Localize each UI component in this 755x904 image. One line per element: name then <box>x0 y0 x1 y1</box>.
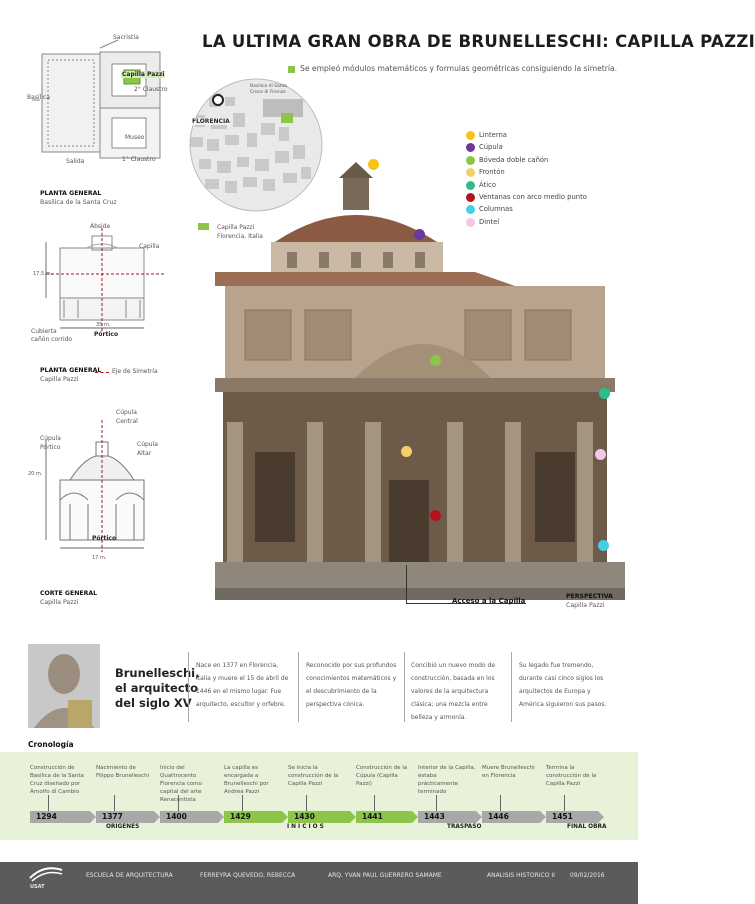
legend-label: Bóveda doble cañón <box>479 155 549 164</box>
bio-text-3: Concibió un nuevo modo de construcción, basada en los valores de la arquitectura clásica; una mezcla entre belleza y armonía. <box>411 662 496 721</box>
footer-student: FERREYRA QUEVEDO, REBECCA <box>200 872 296 879</box>
timeline-year: 1294 <box>36 812 57 821</box>
timeline-tick <box>374 795 375 811</box>
map-legend-sub: Florencia, Italia <box>217 233 263 240</box>
label-cupula-portico: Cúpula Pórtico <box>40 435 61 451</box>
label-segundo-claustro: 2° Claustro <box>134 86 168 93</box>
section-dim-horizontal: 17 m. <box>92 555 107 561</box>
timeline-year: 1429 <box>230 812 251 821</box>
legend-label: Cúpula <box>479 143 503 152</box>
chapel-perspective-drawing <box>215 160 625 600</box>
legend-label: Ventanas con arco medio punto <box>479 193 587 201</box>
dim-horizontal: 35 m. <box>96 322 111 328</box>
plan1-caption-sub: Basílica de la Santa Cruz <box>40 199 117 206</box>
bio-divider-3 <box>404 652 405 722</box>
timeline-tick <box>306 795 307 811</box>
label-sacristia: Sacristía <box>113 34 139 41</box>
bio-text-4: Su legado fue tremendo, durante casi cinco siglos los arquitectos de Europa y América siguieron sus pasos. <box>519 662 607 708</box>
legend-label: Linterna <box>479 131 507 139</box>
timeline-year: 1377 <box>102 812 123 821</box>
timeline-tick <box>564 795 565 811</box>
legend-label: Dintel <box>479 217 500 226</box>
bio-heading-line-2: el arquitecto <box>115 681 199 695</box>
entrance-leader-line <box>406 565 407 603</box>
plan2-caption-title: PLANTA GENERAL <box>40 367 102 374</box>
dim-vertical: 17,5 m. <box>33 271 53 277</box>
photo-caption-sub: Capilla Pazzi <box>566 602 605 609</box>
symmetry-line-icon <box>95 372 109 373</box>
bio-heading-line-3: del siglo XV <box>115 696 192 710</box>
map-legend-swatch <box>198 223 209 230</box>
timeline-event-text: Inicio del Quattrocento Florencia como capital del arte Renacentista <box>160 765 202 803</box>
label-cupula-central: Cúpula Central <box>116 409 138 425</box>
plan2-caption-sub: Capilla Pazzi <box>40 376 79 383</box>
bio-divider-2 <box>298 652 299 722</box>
portrait-image <box>28 644 100 728</box>
label-basilica: Basílica <box>27 94 50 101</box>
plan1-caption-title: PLANTA GENERAL <box>40 190 102 197</box>
timeline-event-text: Interior de la Capilla, estaba prácticamente terminado <box>418 765 476 795</box>
pin-boveda <box>430 355 441 366</box>
timeline-year: 1441 <box>362 812 383 821</box>
map-legend-title: Capilla Pazzi <box>217 224 255 231</box>
timeline-event-text: Construcción de la Cúpula (Capilla Pazzi) <box>356 765 408 787</box>
legend-dot <box>466 143 475 152</box>
usat-logo-icon <box>28 864 64 886</box>
pin-columnas <box>598 540 609 551</box>
timeline-tick <box>178 795 179 811</box>
legend-label: Ático <box>479 180 496 189</box>
phase-traspaso: TRASPASO <box>447 824 482 830</box>
label-cupula-altar: Cúpula Altar <box>137 441 158 457</box>
pin-cupula <box>414 229 425 240</box>
pin-fronton <box>401 446 412 457</box>
label-canon-corrido: cañón corrido <box>31 336 73 343</box>
pin-atico <box>599 388 610 399</box>
section-label-portico: Pórtico <box>92 535 117 542</box>
footer-logo-text: USAT <box>30 884 45 890</box>
bio-text-1: Nace en 1377 en Florencia, Italia y muere el 15 de abril de 1446 en el mismo lugar. Fue arquitecto, escultor y orfebre. <box>196 662 289 708</box>
timeline-tick <box>436 795 437 811</box>
phase-final: FINAL OBRA <box>567 824 607 830</box>
footer-bar <box>0 862 638 904</box>
timeline-event-text: La capilla es encargada a Brunelleschi por Andrea Pazzi <box>224 765 269 795</box>
timeline-year: 1443 <box>424 812 445 821</box>
page-subtitle: Se empleó módulos matemáticos y formulas geométricas consiguiendo la simetría. <box>300 64 618 73</box>
timeline-year: 1430 <box>294 812 315 821</box>
label-primer-claustro: 1° Claustro <box>122 156 156 163</box>
bio-text-2: Reconocido por sus profundos conocimientos matemáticos y el descubrimiento de la perspectiva cónica. <box>306 662 397 708</box>
footer-course: ANALISIS HISTORICO II <box>487 872 555 879</box>
timeline-event-text: Nacimiento de Filippo Brunelleschi <box>96 765 150 779</box>
timeline-event-text: Termina la construcción de la Capilla Pazzi <box>546 765 597 787</box>
timeline-tick <box>242 795 243 811</box>
label-cubierta: Cubierta <box>31 328 57 335</box>
timeline-year: 1451 <box>552 812 573 821</box>
footer-school: ESCUELA DE ARQUITECTURA <box>86 872 173 879</box>
pin-ventanas <box>430 510 441 521</box>
label-symmetry: Eje de Simetría <box>112 368 158 375</box>
footer-date: 09/02/2016 <box>570 872 605 879</box>
bio-heading-line-1: Brunelleschi, <box>115 666 200 680</box>
pin-linterna <box>368 159 379 170</box>
timeline-event-text: Se inicia la construcción de la Capilla Pazzi <box>288 765 339 787</box>
timeline-event-text: Muere Brunelleschi en Florencia <box>482 765 535 779</box>
map-city-label: FLORENCIA <box>192 118 230 125</box>
entrance-label: Acceso a la Capilla <box>452 597 526 605</box>
timeline-title: Cronología <box>28 740 74 749</box>
section-caption-title: CORTE GENERAL <box>40 590 98 597</box>
bio-divider-1 <box>188 652 189 722</box>
label-capilla: Capilla <box>139 243 160 250</box>
footer-teacher: ARQ. YVAN PAUL GUERRERO SAMAME <box>328 872 442 879</box>
bullet-square <box>288 66 295 73</box>
phase-inicios: I N I C I O S <box>287 824 324 830</box>
page-title: LA ULTIMA GRAN OBRA DE BRUNELLESCHI: CAPILLA PAZZI <box>202 32 755 51</box>
legend-label: Columnas <box>479 205 513 214</box>
photo-caption-title: PERSPECTIVA <box>566 593 613 600</box>
section-caption-sub: Capilla Pazzi <box>40 599 79 606</box>
timeline-tick <box>114 795 115 811</box>
timeline-year: 1400 <box>166 812 187 821</box>
timeline-year: 1446 <box>488 812 509 821</box>
timeline-tick <box>48 795 49 811</box>
label-salida: Salida <box>66 158 85 165</box>
map-basilica-label: Basilica di Santa Croce di Firenze <box>250 84 288 95</box>
brunelleschi-portrait <box>28 644 100 728</box>
label-capilla-pazzi: Capilla Pazzi <box>122 71 165 78</box>
bio-divider-4 <box>511 652 512 722</box>
label-portico: Pórtico <box>94 331 119 338</box>
basilica-plan-drawing <box>28 30 188 190</box>
pin-dintel <box>595 449 606 460</box>
timeline-event-text: Construcción de Basílica de la Santa Cruz diseñado por Arnolfo di Cambio <box>30 765 84 795</box>
timeline-tick <box>500 795 501 811</box>
label-abside: Ábside <box>90 223 111 230</box>
label-museo: Museo <box>125 134 145 141</box>
bio-heading <box>115 666 199 711</box>
legend-dot <box>466 131 475 140</box>
section-dim-vertical: 20 m. <box>28 471 43 477</box>
legend-label: Frontón <box>479 168 505 177</box>
phase-origenes: ORIGENES <box>106 824 140 830</box>
